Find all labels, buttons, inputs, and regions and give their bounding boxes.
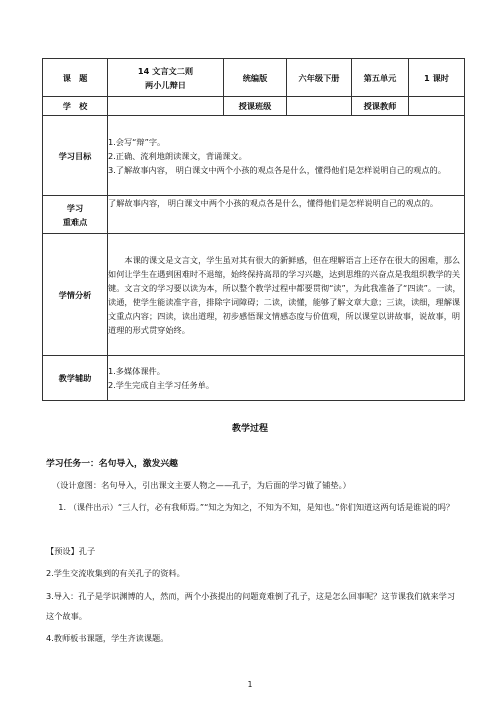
edition-cell: 统编版 <box>224 59 287 97</box>
goal-item: 1.会写“辩”字。 <box>108 136 166 147</box>
section-title: 教学过程 <box>231 424 268 434</box>
keypoints-label-line2: 重难点 <box>62 216 88 227</box>
table-row-aids <box>43 356 465 401</box>
lesson-label: 课 题 <box>43 59 108 97</box>
goal-item: 3.了解故事内容， 明白课文中两个小孩的观点各是什么，懂得他们是怎样说明自己的观点的。 <box>108 164 446 175</box>
lesson-title-cell <box>108 59 224 97</box>
lesson-plan-table <box>42 58 465 401</box>
page-number: 1 <box>247 680 253 689</box>
aids-content <box>108 356 465 401</box>
analysis-label: 学情分析 <box>43 234 108 356</box>
class-value <box>287 97 352 116</box>
goal-item: 2.正确、流利地朗读课文，背诵课文。 <box>108 150 247 161</box>
preset-answer: 【预设】孔子 <box>46 546 96 556</box>
lesson-title-line1: 14 文言文二则 <box>137 65 194 76</box>
goals-label: 学习目标 <box>43 116 108 196</box>
table-row-goals <box>43 116 465 196</box>
table-row-keypoints <box>43 196 465 234</box>
school-value <box>108 97 224 116</box>
step-3: 3.导入：孔子是学识渊博的人，然而，两个小孩提出的问题竟难倒了孔子，这是怎么回事呢？这节课我们就来学习这个故事。 <box>46 591 456 621</box>
design-intent: （设计意图：名句导入，引出课文主要人物之——孔子，为后面的学习做了铺垫。） <box>52 480 351 490</box>
step-4: 4.教师板书课题，学生齐读课题。 <box>46 633 169 643</box>
goals-content <box>108 116 465 196</box>
step-2: 2.学生交流收集到的有关孔子的资料。 <box>46 568 185 578</box>
lesson-title-line2: 两小儿辩日 <box>145 79 186 90</box>
grade-cell: 六年级下册 <box>287 59 352 97</box>
step-1: 1. （课件出示）“三人行，必有我师焉。”“知之为知之，不知为不知，是知也。”你们知道这两句话是谁说的吗？ <box>58 502 455 512</box>
school-label: 学 校 <box>43 97 108 116</box>
aids-label: 教学辅助 <box>43 356 108 401</box>
teacher-value <box>409 97 465 116</box>
keypoints-content: 了解故事内容， 明白课文中两个小孩的观点各是什么，懂得他们是怎样说明自己的观点的。 <box>108 196 465 234</box>
aid-item: 2.学生完成自主学习任务单。 <box>108 380 215 390</box>
keypoints-label-line1: 学习 <box>66 202 84 213</box>
aid-item: 1.多媒体课件。 <box>108 366 165 376</box>
teacher-label: 授课教师 <box>352 97 409 116</box>
class-label: 授课班级 <box>224 97 287 116</box>
keypoints-label <box>43 196 108 234</box>
table-row-title <box>43 59 465 97</box>
table-row-analysis <box>43 234 465 356</box>
hours-cell: 1 课时 <box>409 59 465 97</box>
analysis-content: 本课的课文是文言文，学生虽对其有很大的新鲜感，但在理解语言上还存在很大的困难，那么如何让学生在遇到困难时不退缩，始终保持高昂的学习兴趣，达到思维的兴奋点是我组织教学的关键。文言文的学习要以读为本，所以整个教学过程中都要贯彻“读”，为此我准备了“四读”。一读，读通，使学生能读准字音，排除字词障碍；二读，读懂，能够了解文章大意；三读，读细，理解课文重点内容；四读，读出道理，初步感悟课文情感态度与价值观，所以课堂以讲故事，说故事，明道理的形式贯穿始终。 <box>108 234 465 356</box>
task1-title: 学习任务一：名句导入，激发兴趣 <box>46 459 178 469</box>
unit-cell: 第五单元 <box>352 59 409 97</box>
table-row-school <box>43 97 465 116</box>
